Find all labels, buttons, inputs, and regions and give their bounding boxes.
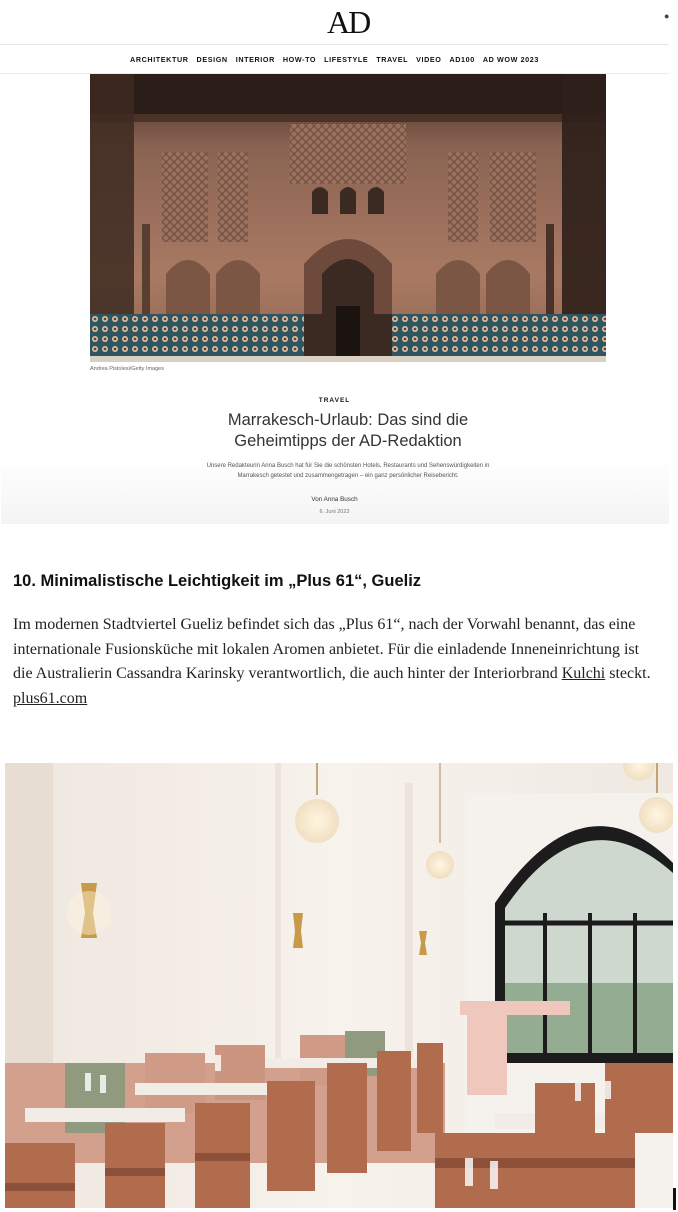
dek-line-2: Marrakesch getestet und zusammengetragen – ein ganz persönlicher Reisebericht. [237,472,459,479]
section-heading: 10. Minimalistische Leichtigkeit im „Plus 61“, Gueliz [13,572,422,590]
hero-image-courtyard [90,74,606,362]
account-icon[interactable]: ● [664,11,670,21]
article-title [150,410,546,452]
restaurant-photo [5,763,673,1208]
image-credit: Andrea Pistolesi/Getty Images [90,366,164,372]
publish-date: 6. Juni 2023 [319,509,350,515]
plus61-link[interactable]: plus61.com [13,689,88,707]
nav-item-video[interactable]: VIDEO [416,55,442,64]
nav-item-ad100[interactable]: AD100 [449,55,475,64]
kulchi-link[interactable]: Kulchi [561,665,606,682]
paragraph-text-mid: steckt. [605,665,651,682]
site-header [0,0,669,45]
nav-item-architektur[interactable]: ARCHITEKTUR [130,55,189,64]
byline[interactable]: Von Anna Busch [311,496,358,503]
restaurant-illustration [5,763,673,1208]
courtyard-illustration [90,74,606,362]
nav-item-lifestyle[interactable]: LIFESTYLE [324,55,369,64]
main-nav [0,46,669,74]
article-rubric[interactable]: TRAVEL [318,397,351,404]
nav-item-travel[interactable]: TRAVEL [376,55,409,64]
nav-item-design[interactable]: DESIGN [196,55,228,64]
title-line-1: Marrakesch-Urlaub: Das sind die [227,411,469,429]
article-dek [180,462,516,481]
nav-item-how-to[interactable]: HOW-TO [282,55,317,64]
ad-logo[interactable]: AD [327,4,370,40]
nav-item-interior[interactable]: INTERIOR [235,55,275,64]
dek-line-1: Unsere Redakteurin Anna Busch hat für Sie die schönsten Hotels, Restaurants und Sehenswürdigkeiten in [206,463,490,469]
article-paragraph [13,613,653,711]
scrollbar-thumb[interactable] [673,1188,676,1210]
paragraph-text: Im modernen Stadtviertel Gueliz befindet sich das „Plus 61“, nach der Vorwahl benannt, das eine internationale Fusionsküche mit lokalen Aromen anbietet. Für die einladende Inneneinrichtung ist die Australierin Cassandra Karinsky verantwortlich, die auch hinter der Interiorbrand [13,616,640,682]
title-line-2: Geheimtipps der AD-Redaktion [234,432,462,450]
nav-item-ad-wow-2023[interactable]: AD WOW 2023 [482,55,539,64]
